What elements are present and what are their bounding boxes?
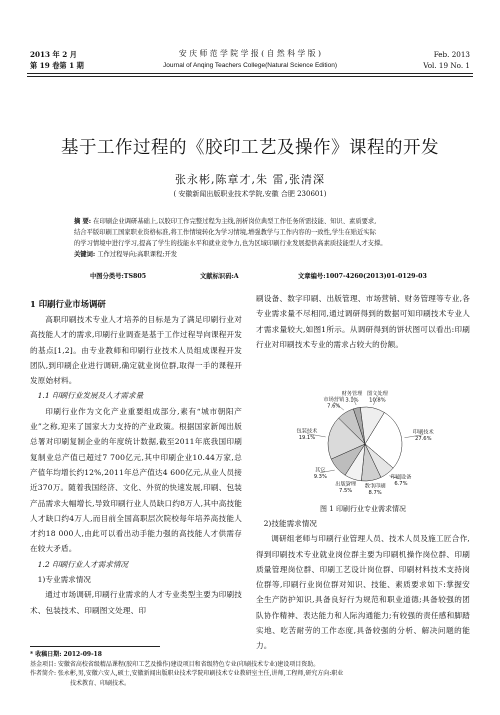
footnotes xyxy=(30,650,474,688)
figure-caption: 图 1 印刷行业专业需求情况 xyxy=(320,505,406,513)
pie-slice-value: 7.5% xyxy=(339,487,353,494)
abstract xyxy=(74,216,434,260)
header-rule-bottom xyxy=(27,76,473,77)
pie-slice-label: 出版管理 xyxy=(335,481,357,488)
section-heading: 1 印刷行业市场调研 xyxy=(30,299,106,309)
abstract-label: 摘 要: xyxy=(74,218,92,225)
pie-slice-value: 6.7% xyxy=(394,480,408,487)
received-date: * 收稿日期: 2012-09-18 xyxy=(30,651,102,658)
left-column xyxy=(30,296,242,618)
paragraph: 通过市场调研,印刷行业需求的人才专业类型主要为印刷技术、包装技术、印刷图文处理、印 xyxy=(30,590,242,615)
footnote-rule xyxy=(30,646,160,647)
keywords: 工作过程导向;高职课程;开发 xyxy=(97,251,178,258)
pie-chart xyxy=(262,386,468,504)
article-affiliation: ( 安徽新闻出版职业技术学院,安徽 合肥 230601) xyxy=(173,190,327,198)
pie-slice-value: 3.1% xyxy=(345,397,359,404)
pie-slice-label: 印刷设备 xyxy=(390,474,412,481)
subsection-heading: 1.1 印刷行业发展及人才需求量 xyxy=(37,391,144,401)
pie-slice-value: 27.6% xyxy=(415,436,432,443)
journal-name-cn: 安 庆 师 范 学 院 学 报 ( 自 然 科 学 版 ) xyxy=(178,49,322,58)
pie-slice-label: 包装技术 xyxy=(296,428,318,435)
journal-name-en: Journal of Anqing Teachers College(Natural Science Edition) xyxy=(162,62,338,69)
pie-slice-label: 印刷技术 xyxy=(412,429,434,436)
subsection-heading: 1)专业需求情况 xyxy=(37,575,91,585)
author-bio-cont: 技术教育、印刷技术。 xyxy=(70,679,131,687)
document-code: 文献标识码:A xyxy=(200,273,239,280)
right-column-bottom xyxy=(256,516,470,654)
right-column-top xyxy=(256,291,470,352)
pie-slice-value: 10.8% xyxy=(369,397,386,404)
paragraph: 印刷行业作为文化产业重要组成部分,素有“城市朝阳产业”之称,迎来了国家大力支持的产业政策。根据国家新闻出版总署对印刷复制企业的年度统计数据,截至2011年底我国印刷复制业总产值已超过7 700亿元,其中印刷企业10.44万家,总产值年均增长约12%,2011年总产值达4 600亿元,从业人员接近370万。随着我国经济、文化、外贸的快速发展,印刷、包装产品需求大幅增长,导致印刷行业人员缺口约8万人,其中高技能人才缺口约4万人,而目前全国高职层次院校每年培养高技能人才约18 000人,由此可以看出动手能力强的高技能人才供需存在较大矛盾。 xyxy=(30,406,242,554)
abstract-line: 在印刷企业调研基础上,以胶印工作完整过程为主线,剖析岗位典型工作任务所需技能、知识、素质要求, xyxy=(93,218,377,225)
paragraph: 调研组老师与印刷行业管理人员、技术人员及施工匠合作,得到印刷技术专业就业岗位群主要为印刷机操作岗位群、印刷质量管理岗位群、印刷工艺设计岗位群、印刷材料技术支持岗位群等,印刷行业岗位群对知识、技能、素质要求如下:掌握安全生产防护知识,具备良好行为规范和职业道德;具备较强的团队协作精神、表达能力和人际沟通能力;有较强的责任感和脚踏实地、吃苦耐劳的工作态度,具备较强的分析、解决问题的能力。 xyxy=(256,534,470,651)
article-title: 基于工作过程的《胶印工艺及操作》课程的开发 xyxy=(61,138,439,158)
pie-slice-label: 数字印刷 xyxy=(364,483,386,490)
paragraph: 高职印刷技术专业人才培养的目标是为了满足印刷行业对高技能人才的需求,印刷行业调查是基于工作过程导向课程开发的基点[1,2]。由专业教师和印刷行业技术人员组成课程开发团队,到印刷企业进行调研,确定就业岗位群,取得一手的课程开发原始材料。 xyxy=(30,315,242,386)
pie-slice-value: 19.1% xyxy=(298,435,316,442)
header-date-right: Feb. 2013 xyxy=(433,50,470,59)
article-number: 文章编号:1007-4260(2013)01-0129-03 xyxy=(298,273,427,280)
keywords-label: 关键词: xyxy=(74,251,96,258)
subsection-heading: 2)技能需求情况 xyxy=(263,519,317,528)
subsection-heading: 1.2 印刷行业人才需求情况 xyxy=(37,559,129,569)
header-issue-right: Vol. 19 No. 1 xyxy=(423,61,470,70)
pie-slice-value: 7.6% xyxy=(327,403,341,410)
pie-slice-label: 财务管理 xyxy=(341,391,363,398)
pie-slice-label: 图文处理 xyxy=(367,391,388,398)
author-bio: 作者简介: 张永彬,男,安徽六安人,硕士,安徽新闻出版职业技术学院印刷技术专业教研室主任,讲师,工程师,研究方向:职业 xyxy=(30,670,344,677)
class-number: 中图分类号:TS805 xyxy=(90,273,147,280)
abstract-line: 的学习情境中进行学习,提高了学生的技能水平和就业竞争力,也为区域印刷行业发展提供高素质技能型人才支撑。 xyxy=(74,240,387,247)
paragraph: 刷设备、数字印刷、出版管理、市场营销、财务管理等专业,各专业需求量不尽相同,通过调研得到的数据可知印刷技术专业人才需求量较大,如图1所示。从调研得到的饼状图可以看出:印刷行业对印刷技术专业的需求占较大的份额。 xyxy=(256,294,470,349)
fund-note: 基金项目: 安徽省高校省级精品课程(胶印工艺及操作)建设项目和省级特色专业(印刷技术专业)建设项目资助。 xyxy=(30,660,320,668)
pie-slice-label: 市场营销 xyxy=(323,397,345,404)
abstract-line: 结合平版印刷工国家职业资格标准,将工作情境转化为学习情境,增强教学与工作内容的一致性,学生在贴近实际 xyxy=(74,229,376,236)
header-issue-left: 第 19 卷第 1 期 xyxy=(30,61,84,70)
pie-slice-label: 其它 xyxy=(315,467,326,474)
article-authors: 张永彬,陈章才,朱 雷,张清深 xyxy=(175,173,325,186)
header-rule-top xyxy=(27,73,473,74)
pie-slice-value: 9.3% xyxy=(313,474,327,481)
header-date-left: 2013 年 2 月 xyxy=(30,50,77,59)
pie-slice-value: 8.7% xyxy=(368,489,382,496)
